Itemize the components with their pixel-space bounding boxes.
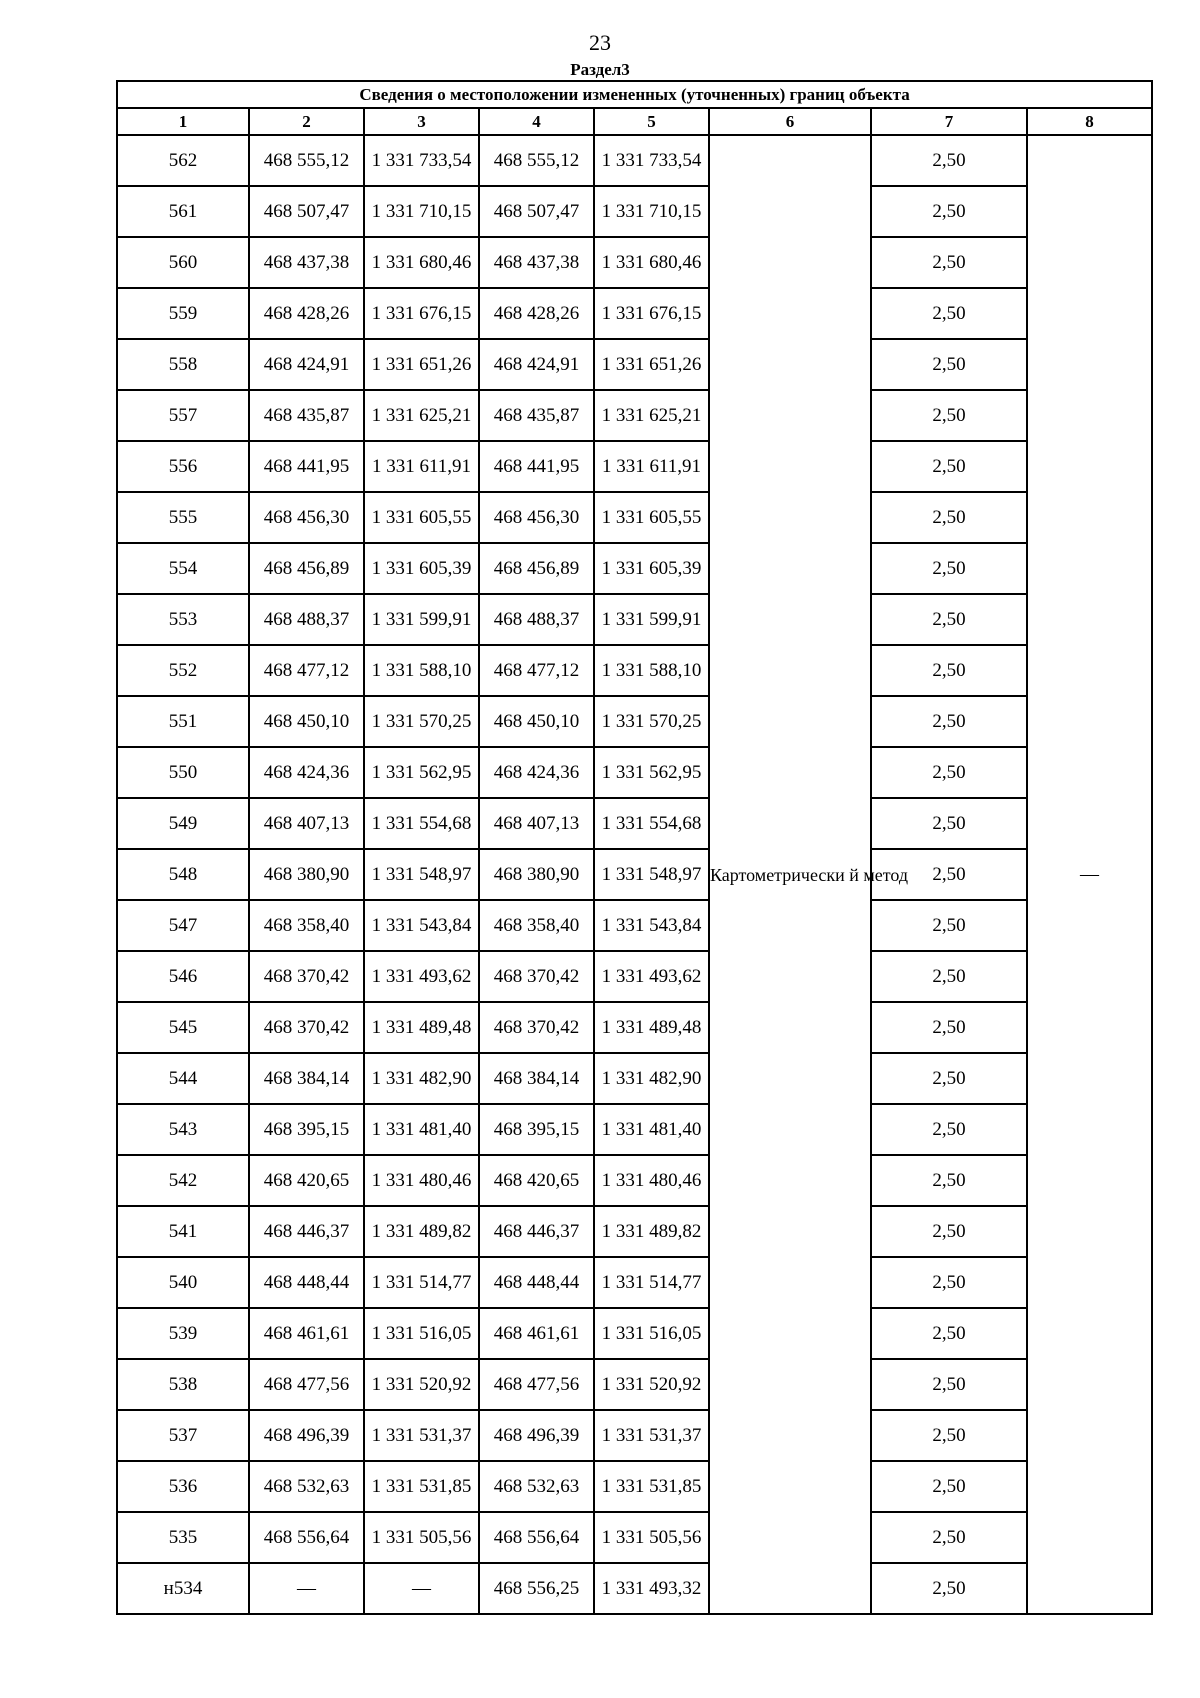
y-old-cell: 1 331 520,92	[364, 1359, 479, 1410]
y-new-cell: 1 331 514,77	[594, 1257, 709, 1308]
column8-cell: —	[1027, 135, 1152, 1614]
column-header-row	[117, 108, 1152, 135]
table-row	[117, 1155, 1152, 1206]
x-new-cell: 468 507,47	[479, 186, 594, 237]
x-old-cell: 468 461,61	[249, 1308, 364, 1359]
y-new-cell: 1 331 625,21	[594, 390, 709, 441]
x-old-cell: 468 407,13	[249, 798, 364, 849]
x-new-cell: 468 380,90	[479, 849, 594, 900]
x-new-cell: 468 441,95	[479, 441, 594, 492]
point-number-cell: 550	[117, 747, 249, 798]
accuracy-cell: 2,50	[871, 1053, 1027, 1104]
table-row	[117, 1053, 1152, 1104]
point-number-cell: 554	[117, 543, 249, 594]
x-new-cell: 468 358,40	[479, 900, 594, 951]
y-new-cell: 1 331 493,62	[594, 951, 709, 1002]
accuracy-cell: 2,50	[871, 237, 1027, 288]
table-row	[117, 951, 1152, 1002]
accuracy-cell: 2,50	[871, 492, 1027, 543]
accuracy-cell: 2,50	[871, 747, 1027, 798]
y-old-cell: 1 331 680,46	[364, 237, 479, 288]
accuracy-cell: 2,50	[871, 441, 1027, 492]
x-old-cell: 468 450,10	[249, 696, 364, 747]
table-row	[117, 1257, 1152, 1308]
accuracy-cell: 2,50	[871, 951, 1027, 1002]
column-header: 3	[364, 108, 479, 135]
x-new-cell: 468 556,64	[479, 1512, 594, 1563]
point-number-cell: 558	[117, 339, 249, 390]
y-new-cell: 1 331 543,84	[594, 900, 709, 951]
y-new-cell: 1 331 481,40	[594, 1104, 709, 1155]
table-row	[117, 135, 1152, 186]
accuracy-cell: 2,50	[871, 1257, 1027, 1308]
column-header: 1	[117, 108, 249, 135]
point-number-cell: 551	[117, 696, 249, 747]
y-old-cell: 1 331 605,55	[364, 492, 479, 543]
column-header: 2	[249, 108, 364, 135]
point-number-cell: 561	[117, 186, 249, 237]
table-row	[117, 186, 1152, 237]
point-number-cell: 549	[117, 798, 249, 849]
x-new-cell: 468 424,91	[479, 339, 594, 390]
accuracy-cell: 2,50	[871, 288, 1027, 339]
y-old-cell: 1 331 562,95	[364, 747, 479, 798]
y-old-cell: 1 331 570,25	[364, 696, 479, 747]
point-number-cell: 540	[117, 1257, 249, 1308]
point-number-cell: 547	[117, 900, 249, 951]
point-number-cell: 544	[117, 1053, 249, 1104]
x-new-cell: 468 556,25	[479, 1563, 594, 1614]
x-old-cell: 468 420,65	[249, 1155, 364, 1206]
y-new-cell: 1 331 570,25	[594, 696, 709, 747]
point-number-cell: 541	[117, 1206, 249, 1257]
y-old-cell: 1 331 514,77	[364, 1257, 479, 1308]
x-new-cell: 468 477,12	[479, 645, 594, 696]
accuracy-cell: 2,50	[871, 1563, 1027, 1614]
x-new-cell: 468 477,56	[479, 1359, 594, 1410]
y-old-cell: 1 331 480,46	[364, 1155, 479, 1206]
x-new-cell: 468 555,12	[479, 135, 594, 186]
column-header: 8	[1027, 108, 1152, 135]
x-new-cell: 468 488,37	[479, 594, 594, 645]
accuracy-cell: 2,50	[871, 696, 1027, 747]
x-new-cell: 468 448,44	[479, 1257, 594, 1308]
column-header: 4	[479, 108, 594, 135]
point-number-cell: 560	[117, 237, 249, 288]
x-new-cell: 468 407,13	[479, 798, 594, 849]
x-old-cell: 468 424,36	[249, 747, 364, 798]
y-new-cell: 1 331 531,85	[594, 1461, 709, 1512]
point-number-cell: 548	[117, 849, 249, 900]
accuracy-cell: 2,50	[871, 1461, 1027, 1512]
x-old-cell: 468 456,30	[249, 492, 364, 543]
accuracy-cell: 2,50	[871, 798, 1027, 849]
table-row	[117, 1410, 1152, 1461]
accuracy-cell: 2,50	[871, 135, 1027, 186]
y-old-cell: —	[364, 1563, 479, 1614]
accuracy-cell: 2,50	[871, 1512, 1027, 1563]
x-new-cell: 468 395,15	[479, 1104, 594, 1155]
accuracy-cell: 2,50	[871, 1002, 1027, 1053]
y-old-cell: 1 331 481,40	[364, 1104, 479, 1155]
table-row	[117, 1308, 1152, 1359]
table-row	[117, 594, 1152, 645]
x-old-cell: 468 437,38	[249, 237, 364, 288]
point-number-cell: 535	[117, 1512, 249, 1563]
y-old-cell: 1 331 605,39	[364, 543, 479, 594]
table-row	[117, 1359, 1152, 1410]
x-new-cell: 468 370,42	[479, 1002, 594, 1053]
y-new-cell: 1 331 588,10	[594, 645, 709, 696]
x-new-cell: 468 384,14	[479, 1053, 594, 1104]
x-new-cell: 468 496,39	[479, 1410, 594, 1461]
x-old-cell: 468 496,39	[249, 1410, 364, 1461]
y-new-cell: 1 331 480,46	[594, 1155, 709, 1206]
accuracy-cell: 2,50	[871, 390, 1027, 441]
page-number: 23	[589, 30, 611, 55]
point-number-cell: 556	[117, 441, 249, 492]
column-header: 6	[709, 108, 871, 135]
x-old-cell: 468 424,91	[249, 339, 364, 390]
y-new-cell: 1 331 710,15	[594, 186, 709, 237]
x-old-cell: 468 477,56	[249, 1359, 364, 1410]
table-row	[117, 645, 1152, 696]
y-old-cell: 1 331 733,54	[364, 135, 479, 186]
y-old-cell: 1 331 493,62	[364, 951, 479, 1002]
x-old-cell: 468 555,12	[249, 135, 364, 186]
x-old-cell: 468 395,15	[249, 1104, 364, 1155]
y-new-cell: 1 331 505,56	[594, 1512, 709, 1563]
table-row	[117, 1512, 1152, 1563]
table-row	[117, 543, 1152, 594]
section-title: Раздел3	[570, 60, 630, 79]
accuracy-cell: 2,50	[871, 849, 1027, 900]
y-new-cell: 1 331 733,54	[594, 135, 709, 186]
x-old-cell: 468 380,90	[249, 849, 364, 900]
x-old-cell: 468 532,63	[249, 1461, 364, 1512]
accuracy-cell: 2,50	[871, 543, 1027, 594]
accuracy-cell: 2,50	[871, 1206, 1027, 1257]
point-number-cell: 538	[117, 1359, 249, 1410]
x-new-cell: 468 370,42	[479, 951, 594, 1002]
accuracy-cell: 2,50	[871, 645, 1027, 696]
point-number-cell: 545	[117, 1002, 249, 1053]
x-new-cell: 468 424,36	[479, 747, 594, 798]
table-row	[117, 1206, 1152, 1257]
point-number-cell: 536	[117, 1461, 249, 1512]
y-old-cell: 1 331 543,84	[364, 900, 479, 951]
point-number-cell: 557	[117, 390, 249, 441]
x-old-cell: 468 446,37	[249, 1206, 364, 1257]
x-new-cell: 468 435,87	[479, 390, 594, 441]
column-header: 5	[594, 108, 709, 135]
point-number-cell: 559	[117, 288, 249, 339]
y-old-cell: 1 331 489,48	[364, 1002, 479, 1053]
y-new-cell: 1 331 489,48	[594, 1002, 709, 1053]
y-old-cell: 1 331 516,05	[364, 1308, 479, 1359]
y-old-cell: 1 331 651,26	[364, 339, 479, 390]
x-old-cell: 468 370,42	[249, 951, 364, 1002]
x-old-cell: —	[249, 1563, 364, 1614]
table-caption: Сведения о местоположении измененных (уточненных) границ объекта	[117, 81, 1152, 108]
table-row	[117, 798, 1152, 849]
x-old-cell: 468 477,12	[249, 645, 364, 696]
x-new-cell: 468 446,37	[479, 1206, 594, 1257]
table-row	[117, 696, 1152, 747]
x-new-cell: 468 456,89	[479, 543, 594, 594]
x-old-cell: 468 358,40	[249, 900, 364, 951]
point-number-cell: 546	[117, 951, 249, 1002]
y-old-cell: 1 331 588,10	[364, 645, 479, 696]
y-new-cell: 1 331 531,37	[594, 1410, 709, 1461]
point-number-cell: 553	[117, 594, 249, 645]
point-number-cell: 555	[117, 492, 249, 543]
y-old-cell: 1 331 531,85	[364, 1461, 479, 1512]
accuracy-cell: 2,50	[871, 1308, 1027, 1359]
x-old-cell: 468 488,37	[249, 594, 364, 645]
y-old-cell: 1 331 548,97	[364, 849, 479, 900]
coordinates-table	[116, 80, 1153, 1615]
y-new-cell: 1 331 605,39	[594, 543, 709, 594]
x-old-cell: 468 428,26	[249, 288, 364, 339]
accuracy-cell: 2,50	[871, 339, 1027, 390]
accuracy-cell: 2,50	[871, 1155, 1027, 1206]
accuracy-cell: 2,50	[871, 900, 1027, 951]
y-old-cell: 1 331 599,91	[364, 594, 479, 645]
y-old-cell: 1 331 505,56	[364, 1512, 479, 1563]
x-new-cell: 468 450,10	[479, 696, 594, 747]
y-new-cell: 1 331 516,05	[594, 1308, 709, 1359]
x-old-cell: 468 441,95	[249, 441, 364, 492]
table-row	[117, 849, 1152, 900]
point-number-cell: 537	[117, 1410, 249, 1461]
x-old-cell: 468 435,87	[249, 390, 364, 441]
point-number-cell: 552	[117, 645, 249, 696]
table-row	[117, 900, 1152, 951]
y-old-cell: 1 331 554,68	[364, 798, 479, 849]
y-new-cell: 1 331 611,91	[594, 441, 709, 492]
y-new-cell: 1 331 605,55	[594, 492, 709, 543]
table-row	[117, 492, 1152, 543]
y-new-cell: 1 331 651,26	[594, 339, 709, 390]
x-old-cell: 468 384,14	[249, 1053, 364, 1104]
y-new-cell: 1 331 493,32	[594, 1563, 709, 1614]
y-new-cell: 1 331 489,82	[594, 1206, 709, 1257]
table-body	[117, 135, 1152, 1614]
method-cell: Картометрически й метод	[709, 135, 871, 1614]
x-new-cell: 468 461,61	[479, 1308, 594, 1359]
table-row	[117, 1461, 1152, 1512]
table-row	[117, 1104, 1152, 1155]
table-row	[117, 441, 1152, 492]
table-row	[117, 1563, 1152, 1614]
table-row	[117, 339, 1152, 390]
point-number-cell: 543	[117, 1104, 249, 1155]
accuracy-cell: 2,50	[871, 1359, 1027, 1410]
x-new-cell: 468 420,65	[479, 1155, 594, 1206]
table-row	[117, 1002, 1152, 1053]
y-old-cell: 1 331 482,90	[364, 1053, 479, 1104]
x-old-cell: 468 507,47	[249, 186, 364, 237]
y-new-cell: 1 331 599,91	[594, 594, 709, 645]
x-old-cell: 468 370,42	[249, 1002, 364, 1053]
y-new-cell: 1 331 482,90	[594, 1053, 709, 1104]
point-number-cell: 562	[117, 135, 249, 186]
point-number-cell: 542	[117, 1155, 249, 1206]
point-number-cell: 539	[117, 1308, 249, 1359]
x-new-cell: 468 456,30	[479, 492, 594, 543]
y-new-cell: 1 331 680,46	[594, 237, 709, 288]
point-number-cell: н534	[117, 1563, 249, 1614]
accuracy-cell: 2,50	[871, 1410, 1027, 1461]
x-old-cell: 468 556,64	[249, 1512, 364, 1563]
y-new-cell: 1 331 562,95	[594, 747, 709, 798]
accuracy-cell: 2,50	[871, 186, 1027, 237]
x-new-cell: 468 437,38	[479, 237, 594, 288]
accuracy-cell: 2,50	[871, 594, 1027, 645]
table-row	[117, 747, 1152, 798]
y-new-cell: 1 331 520,92	[594, 1359, 709, 1410]
accuracy-cell: 2,50	[871, 1104, 1027, 1155]
table-row	[117, 288, 1152, 339]
x-old-cell: 468 448,44	[249, 1257, 364, 1308]
y-old-cell: 1 331 710,15	[364, 186, 479, 237]
column-header: 7	[871, 108, 1027, 135]
y-old-cell: 1 331 611,91	[364, 441, 479, 492]
y-new-cell: 1 331 548,97	[594, 849, 709, 900]
y-new-cell: 1 331 676,15	[594, 288, 709, 339]
x-old-cell: 468 456,89	[249, 543, 364, 594]
y-old-cell: 1 331 489,82	[364, 1206, 479, 1257]
y-old-cell: 1 331 625,21	[364, 390, 479, 441]
x-new-cell: 468 532,63	[479, 1461, 594, 1512]
table-row	[117, 390, 1152, 441]
y-old-cell: 1 331 531,37	[364, 1410, 479, 1461]
y-new-cell: 1 331 554,68	[594, 798, 709, 849]
x-new-cell: 468 428,26	[479, 288, 594, 339]
y-old-cell: 1 331 676,15	[364, 288, 479, 339]
table-row	[117, 237, 1152, 288]
